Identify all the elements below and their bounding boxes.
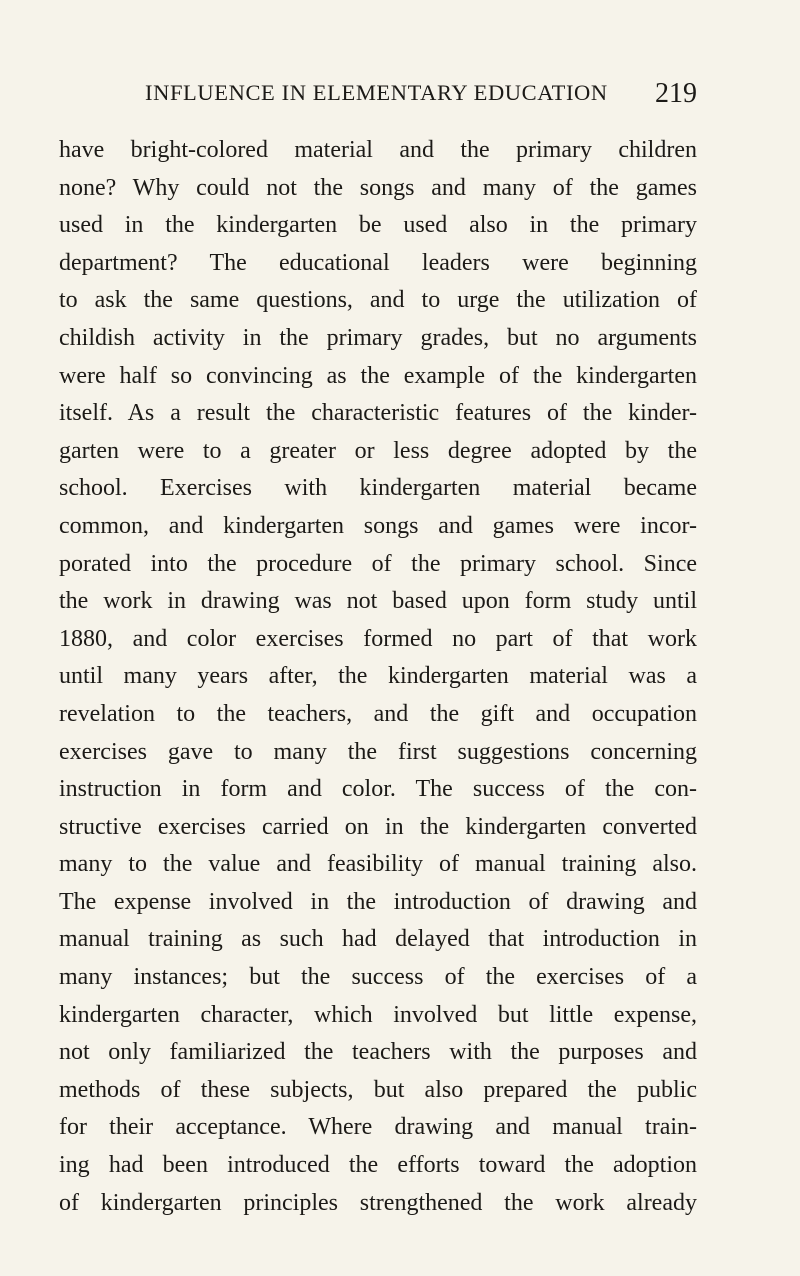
text-line: The expense involved in the introduction of drawing and — [59, 888, 697, 915]
text-line: were half so convincing as the example of the kindergarten — [59, 362, 697, 389]
page-number: 219 — [655, 78, 697, 109]
text-line: kindergarten character, which involved but little expense, — [59, 1001, 697, 1028]
text-line: manual training as such had delayed that introduction in — [59, 926, 697, 953]
text-line: to ask the same questions, and to urge the utilization of — [59, 287, 697, 314]
running-title: INFLUENCE IN ELEMENTARY EDUCATION — [145, 80, 608, 105]
text-line: have bright-colored material and the primary children — [59, 137, 697, 163]
text-line: school. Exercises with kindergarten material became — [59, 475, 697, 502]
text-line: childish activity in the primary grades, but no arguments — [59, 324, 697, 351]
text-line: many to the value and feasibility of manual training also. — [59, 851, 697, 878]
text-line: methods of these subjects, but also prepared the public — [59, 1076, 697, 1103]
text-line: not only familiarized the teachers with the purposes and — [59, 1039, 697, 1066]
text-line: used in the kindergarten be used also in the primary — [59, 212, 697, 239]
text-line: until many years after, the kindergarten material was a — [59, 663, 697, 690]
text-line: itself. As a result the characteristic features of the kinder- — [59, 400, 697, 427]
text-line: exercises gave to many the first suggestions concerning — [59, 738, 697, 765]
text-line: revelation to the teachers, and the gift and occupation — [59, 700, 697, 727]
text-line: many instances; but the success of the exercises of a — [59, 964, 697, 991]
text-line: for their acceptance. Where drawing and manual train- — [59, 1114, 697, 1141]
text-line: none? Why could not the songs and many of the games — [59, 174, 697, 201]
body-text — [59, 132, 697, 1222]
running-head — [145, 78, 697, 112]
text-line: garten were to a greater or less degree adopted by the — [59, 437, 697, 464]
text-line: common, and kindergarten songs and games were incor- — [59, 512, 697, 539]
text-line: ing had been introduced the efforts toward the adoption — [59, 1152, 697, 1179]
text-line: 1880, and color exercises formed no part of that work — [59, 625, 697, 652]
text-line: porated into the procedure of the primary school. Since — [59, 550, 697, 577]
text-line: the work in drawing was not based upon form study until — [59, 588, 697, 615]
text-line: of kindergarten principles strengthened the work already — [59, 1189, 697, 1216]
text-line: department? The educational leaders were beginning — [59, 249, 697, 276]
text-line: instruction in form and color. The success of the con- — [59, 776, 697, 803]
text-line: structive exercises carried on in the kindergarten converted — [59, 813, 697, 840]
